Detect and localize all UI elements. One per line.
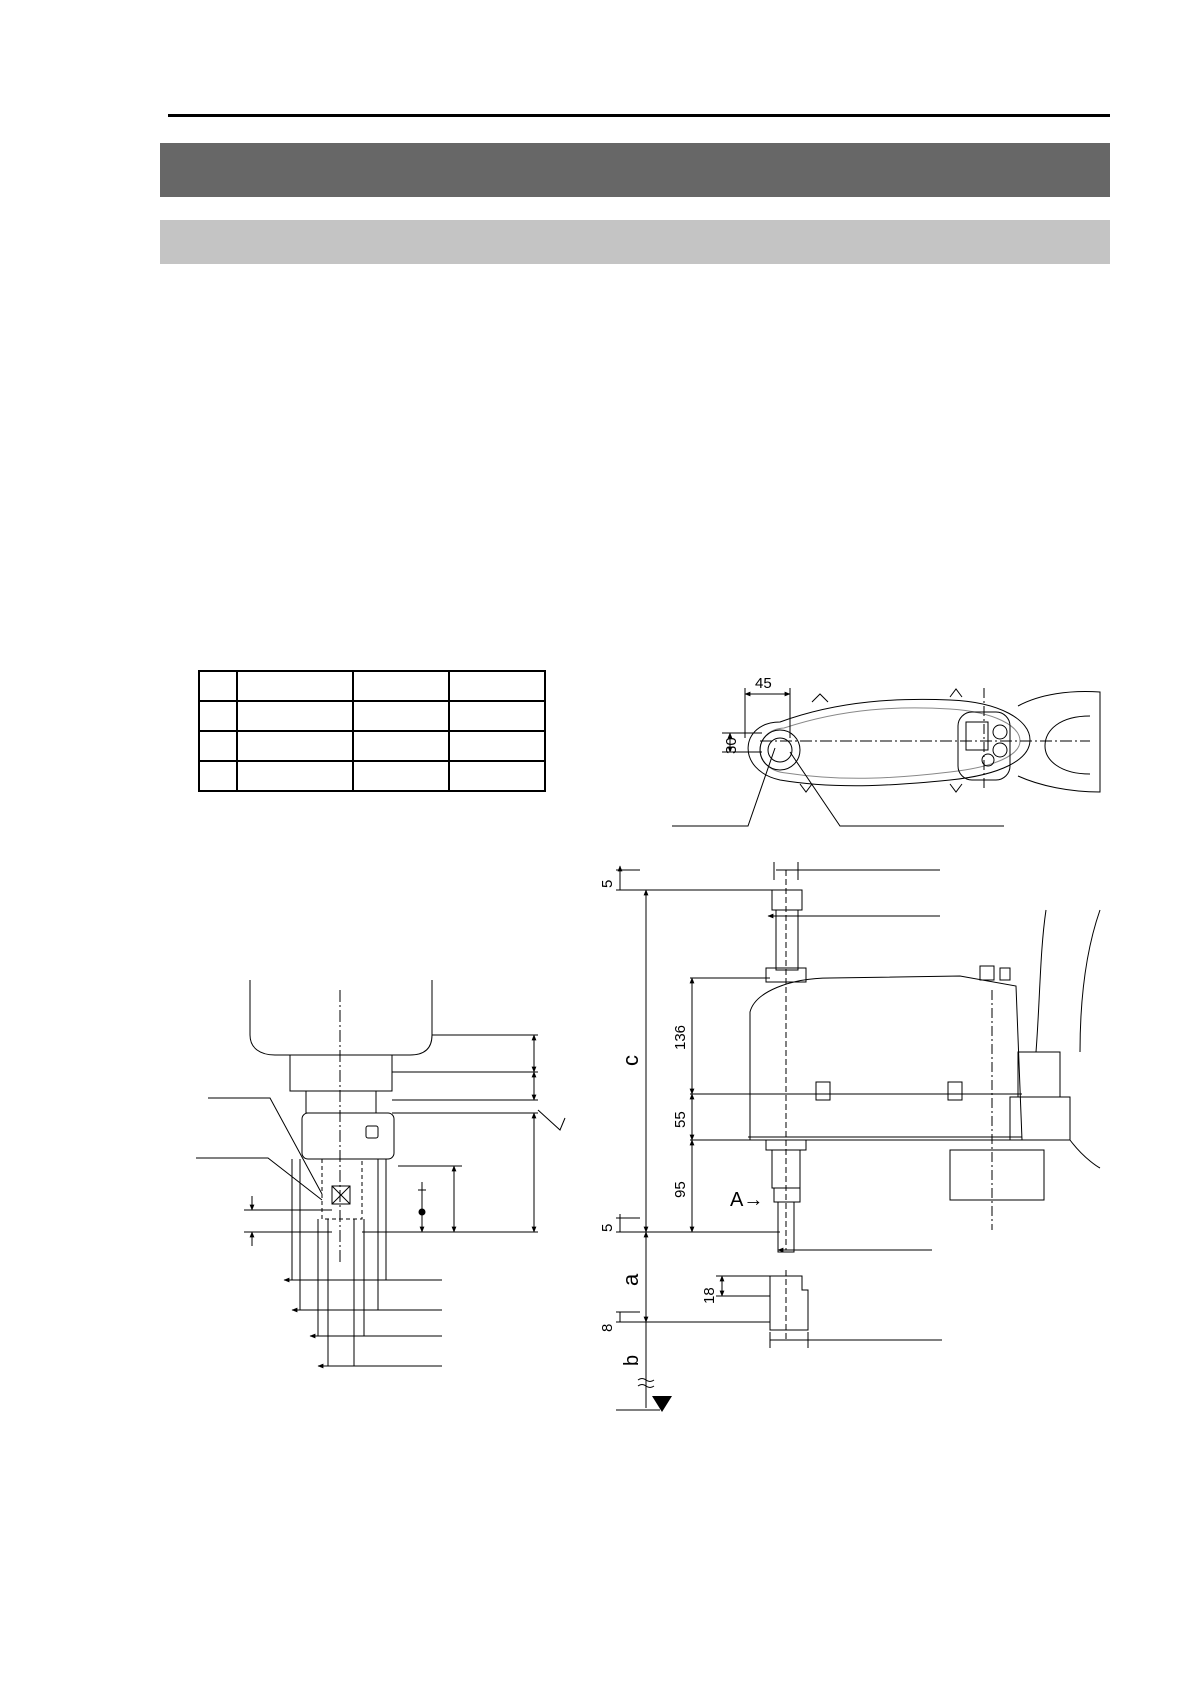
shaft-stopper-bottom	[774, 1188, 800, 1202]
dim-136-text: 136	[672, 1024, 689, 1050]
dim-c-text: c	[618, 1055, 643, 1066]
connector-panel	[966, 722, 988, 750]
shaft-circle-outer	[760, 730, 800, 770]
top-view	[672, 688, 1100, 826]
dim-b-text: b	[621, 1354, 643, 1366]
view-a-label: A→	[730, 1189, 764, 1211]
detail-view	[196, 980, 565, 1366]
detail-leader-1	[208, 1098, 322, 1194]
dim-45-text: 45	[755, 675, 772, 692]
arm-edge-top-1	[812, 694, 828, 702]
end-effector	[770, 1276, 808, 1330]
leader-right	[790, 752, 1004, 826]
dim-a-text: a	[618, 1273, 643, 1286]
detail-point	[419, 1209, 425, 1215]
connector-2	[993, 743, 1007, 757]
slot-1	[816, 1082, 830, 1100]
arm-edge-bottom-2	[950, 784, 962, 792]
connector-1	[993, 725, 1007, 739]
dim-55-text: 55	[672, 1111, 689, 1128]
dim-18-text: 18	[701, 1287, 718, 1304]
joint-housing	[1018, 1052, 1060, 1097]
cable-duct	[1036, 910, 1100, 1052]
dim-95-text: 95	[672, 1181, 689, 1198]
joint-block	[1010, 1097, 1070, 1140]
dim-5-bottom-text: 5	[599, 1223, 616, 1232]
detail-nut-marker	[366, 1126, 378, 1138]
lower-housing	[950, 1150, 1044, 1200]
slot-2	[948, 1082, 962, 1100]
detail-leader-right	[538, 1110, 565, 1130]
detail-arm-end	[250, 980, 432, 1055]
detail-nut	[302, 1113, 394, 1159]
shaft-upper	[776, 910, 798, 970]
fitting-2	[1000, 968, 1010, 980]
detail-collar	[290, 1055, 392, 1091]
dim-8-text: 8	[599, 1323, 616, 1332]
dim-30-text: 30	[723, 737, 740, 754]
leader-left	[672, 748, 775, 826]
detail-sleeve	[306, 1091, 376, 1113]
side-view	[616, 862, 1100, 1410]
shaft-stopper-top	[772, 890, 802, 910]
arm2-slot	[1045, 716, 1090, 774]
fitting-1	[980, 966, 994, 980]
arm-edge-top-2	[950, 689, 962, 697]
arm-body	[750, 976, 1022, 1140]
dim-5-top-text: 5	[599, 879, 616, 888]
base-edge	[1070, 1140, 1100, 1168]
detail-leader-2	[196, 1158, 322, 1200]
arm-edge-bottom-1	[800, 784, 812, 792]
